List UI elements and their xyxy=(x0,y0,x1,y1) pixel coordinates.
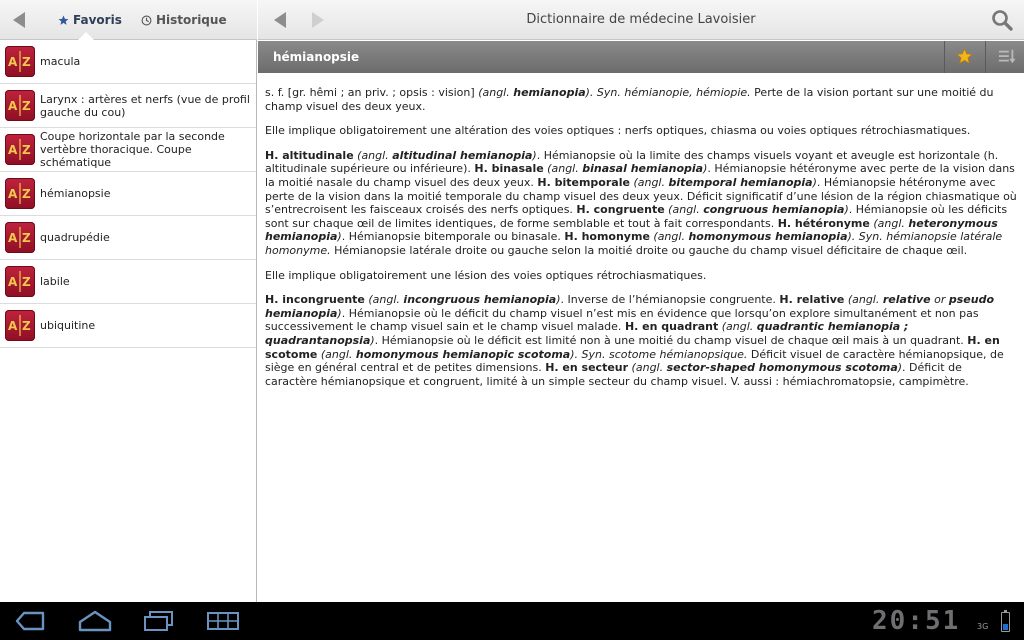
definition-text-run: . Hémianopsie où le déficit du champ visuel n’est mis en évidence que lorsqu’on explore simultanément et non pas successivement le champ visuel sain et le champ visuel malade. xyxy=(265,306,979,334)
back-icon[interactable] xyxy=(14,610,46,632)
battery-icon xyxy=(1001,612,1010,632)
svg-text:Z: Z xyxy=(22,143,31,157)
svg-text:Z: Z xyxy=(22,55,31,69)
definition-text-run: . Hémianopsie bitemporale ou binasale. xyxy=(341,230,565,244)
definition-text-run: ). Syn. hémianopie, hémiopie. xyxy=(585,86,751,99)
definition-text-run: . Hémianopsie où les déficits sont sur chaque œil de limites identiques, de forme semblable et tout à fait correspondants. xyxy=(265,203,1008,230)
definition-text-run: ) xyxy=(703,162,708,176)
definition-text-run: (angl. xyxy=(628,361,667,375)
subentry-term: H. homonyme xyxy=(564,230,650,244)
list-item-label: hémianopsie xyxy=(40,187,111,200)
list-item[interactable] xyxy=(0,260,256,304)
definition-text-run: (angl. xyxy=(478,86,514,99)
definition-text-run: (angl. xyxy=(869,216,909,230)
status-clock: 20:51 xyxy=(872,606,961,636)
svg-text:A: A xyxy=(8,187,18,201)
action-bar xyxy=(258,0,1024,40)
star-icon xyxy=(956,48,973,65)
az-dictionary-icon xyxy=(5,178,35,209)
definition-text-run: ) xyxy=(844,203,849,217)
english-term: hemianopia xyxy=(513,86,586,99)
definition-text-run: ) xyxy=(370,333,375,347)
list-item-label: Larynx : artères et nerfs (vue de profil gauche du cou) xyxy=(40,92,250,119)
definition-text-run: (angl. xyxy=(844,293,883,307)
tab-historique[interactable] xyxy=(141,0,227,40)
definition-paragraph xyxy=(265,86,1017,113)
star-icon xyxy=(58,15,69,26)
definition-text-run: (angl. xyxy=(718,320,757,334)
definition-text-run: ) xyxy=(812,175,817,189)
entry-header xyxy=(258,41,1024,73)
definition-text-run: (angl. xyxy=(629,175,669,189)
list-item[interactable] xyxy=(0,128,256,172)
definition-text-run: (angl. xyxy=(649,230,689,244)
english-term: congruous hemianopia xyxy=(703,203,845,217)
english-term: sector-shaped homonymous scotoma xyxy=(666,361,898,375)
battery-level xyxy=(1003,624,1008,630)
subentry-term: H. en quadrant xyxy=(624,320,719,334)
english-term: homonymous hemianopic scotoma xyxy=(355,347,571,361)
definition-text-run: ). Syn. hémianopsie latérale homonyme. xyxy=(265,230,1003,257)
sort-icon xyxy=(997,48,1017,66)
definition-paragraph xyxy=(265,124,1017,138)
definition-text-run: Elle implique obligatoirement une altération des voies optiques : nerfs optiques, chiasma ou voies optiques rétrochiasmatiques. xyxy=(265,124,971,138)
definition-text-run: (angl. xyxy=(317,347,356,361)
entry-title: hémianopsie xyxy=(273,50,360,64)
definition-text-run: Hémianopsie latérale droite ou gauche selon la moitié droite ou gauche du champ visuel déficitaire de chaque œil. xyxy=(330,243,968,257)
subentry-term: H. en scotome xyxy=(265,333,1000,361)
english-term: incongruous hemianopia xyxy=(403,293,557,307)
search-icon[interactable] xyxy=(990,8,1014,32)
definition-text-run: . Inverse de l’hémianopsie congruente. xyxy=(560,293,780,307)
english-term: relative xyxy=(882,293,931,307)
definition-text xyxy=(265,86,1017,399)
svg-text:A: A xyxy=(8,55,18,69)
sort-button[interactable] xyxy=(985,41,1024,73)
az-dictionary-icon xyxy=(5,134,35,165)
system-bar xyxy=(0,602,1024,640)
definition-text-run: . Déficit de caractère hémianopsique et congruent, limité à un simple secteur du champ visuel. V. aussi : hémiachromatopsie, campimètre. xyxy=(265,361,969,388)
english-term: heteronymous hemianopia xyxy=(265,216,998,244)
az-dictionary-icon xyxy=(5,310,35,341)
previous-entry-icon[interactable] xyxy=(270,10,290,30)
english-term: pseudo hemianopia xyxy=(265,293,995,320)
definition-text-run: ). Syn. scotome hémianopsique. xyxy=(570,347,748,361)
network-type-label: 3G xyxy=(977,622,989,631)
subentry-term: H. altitudinale xyxy=(265,148,354,162)
svg-text:A: A xyxy=(8,319,18,333)
english-term: quadrantic hemianopia ; quadrantanopsia xyxy=(265,320,909,347)
subentry-term: H. en secteur xyxy=(545,361,629,375)
svg-text:Z: Z xyxy=(22,319,31,333)
english-term: homonymous hemianopia xyxy=(688,230,848,244)
subentry-term: H. binasale xyxy=(474,162,544,176)
svg-text:A: A xyxy=(8,99,18,113)
svg-text:A: A xyxy=(8,143,18,157)
svg-text:Z: Z xyxy=(22,231,31,245)
list-item[interactable] xyxy=(0,84,256,128)
definition-text-run: (angl. xyxy=(364,293,404,307)
list-item-label: ubiquitine xyxy=(40,319,96,332)
svg-text:Z: Z xyxy=(22,99,31,113)
tab-favoris-label: Favoris xyxy=(73,13,122,27)
favorite-button[interactable] xyxy=(944,41,984,73)
recent-apps-icon[interactable] xyxy=(142,610,176,632)
definition-panel xyxy=(258,0,1024,602)
subentry-term: H. hétéronyme xyxy=(777,216,870,230)
definition-text-run: ) xyxy=(556,293,561,307)
definition-text-run: ) xyxy=(337,230,342,244)
english-term: binasal hemianopia xyxy=(582,162,704,176)
az-dictionary-icon xyxy=(5,266,35,297)
list-item[interactable] xyxy=(0,304,256,348)
definition-text-run: ) xyxy=(897,361,903,375)
definition-text-run: (angl. xyxy=(543,162,583,176)
svg-text:A: A xyxy=(8,275,18,289)
az-dictionary-icon xyxy=(5,222,35,253)
list-item-label: macula xyxy=(40,55,81,68)
list-item-label: labile xyxy=(40,275,70,288)
back-arrow-icon[interactable] xyxy=(9,10,29,30)
svg-text:A: A xyxy=(8,231,18,245)
az-dictionary-icon xyxy=(5,46,35,77)
definition-text-run: Déficit visuel de caractère hémianopsique, de siège en général central et de petites dimensions. xyxy=(265,347,1004,375)
definition-text-run: . Hémianopsie hétéronyme avec perte de la vision dans la moitié nasale du champ visuel des deux yeux. xyxy=(265,162,1015,189)
definition-text-run: Perte de la vision portant sur une moitié du champ visuel des deux yeux. xyxy=(265,86,994,113)
definition-text-run: ) xyxy=(337,306,342,320)
app-title: Dictionnaire de médecine Lavoisier xyxy=(526,12,756,27)
subentry-term: H. relative xyxy=(779,293,845,307)
definition-text-run: s. f. [gr. hêmi ; an priv. ; opsis : vision] xyxy=(265,86,479,99)
english-term: bitemporal hemianopia xyxy=(668,175,813,189)
definition-text-run: . Hémianopsie hétéronyme avec perte de la vision dans la moitié temporale du champ visuel des deux yeux. Déficit significatif d’une lésion de la région chiasmatique où s’entrecroisent les faisceaux croisés des nerfs optiques. xyxy=(265,175,1017,217)
definition-text-run: or xyxy=(930,293,949,307)
list-item[interactable] xyxy=(0,172,256,216)
favorites-panel xyxy=(0,0,257,602)
definition-text-run: Elle implique obligatoirement une lésion des voies optiques rétrochiasmatiques. xyxy=(265,268,707,282)
definition-text-run: (angl. xyxy=(664,203,704,217)
subentry-term: H. bitemporale xyxy=(537,175,630,189)
definition-text-run: ) xyxy=(532,148,537,162)
definition-paragraph xyxy=(265,293,1017,388)
svg-text:Z: Z xyxy=(22,187,31,201)
list-item[interactable] xyxy=(0,216,256,260)
favorites-list xyxy=(0,40,256,348)
list-item-label: Coupe horizontale par la seconde vertèbre thoracique. Coupe schématique xyxy=(40,130,225,169)
definition-text-run: . Hémianopsie où le déficit est limité non à une moitié du champ visuel de chaque œil mais à un quadrant. xyxy=(374,333,968,347)
definition-paragraph xyxy=(265,149,1017,258)
menu-icon[interactable] xyxy=(206,610,240,632)
definition-text-run: . Hémianopsie où la limite des champs visuels voyant et aveugle est horizontale (h. altitudinale supérieure ou inférieure). xyxy=(265,148,999,176)
definition-text-run: (angl. xyxy=(353,148,393,162)
subentry-term: H. congruente xyxy=(576,203,665,217)
tab-historique-label: Historique xyxy=(156,13,227,27)
selected-tab-indicator xyxy=(78,32,94,40)
tab-bar xyxy=(0,0,257,40)
list-item-label: quadrupédie xyxy=(40,231,110,244)
english-term: altitudinal hemianopia xyxy=(392,148,533,162)
az-dictionary-icon xyxy=(5,90,35,121)
home-icon[interactable] xyxy=(78,610,112,632)
list-item[interactable] xyxy=(0,40,256,84)
next-entry-icon[interactable] xyxy=(308,10,328,30)
svg-text:Z: Z xyxy=(22,275,31,289)
subentry-term: H. incongruente xyxy=(265,293,365,307)
clock-icon xyxy=(141,15,152,26)
definition-paragraph xyxy=(265,269,1017,283)
